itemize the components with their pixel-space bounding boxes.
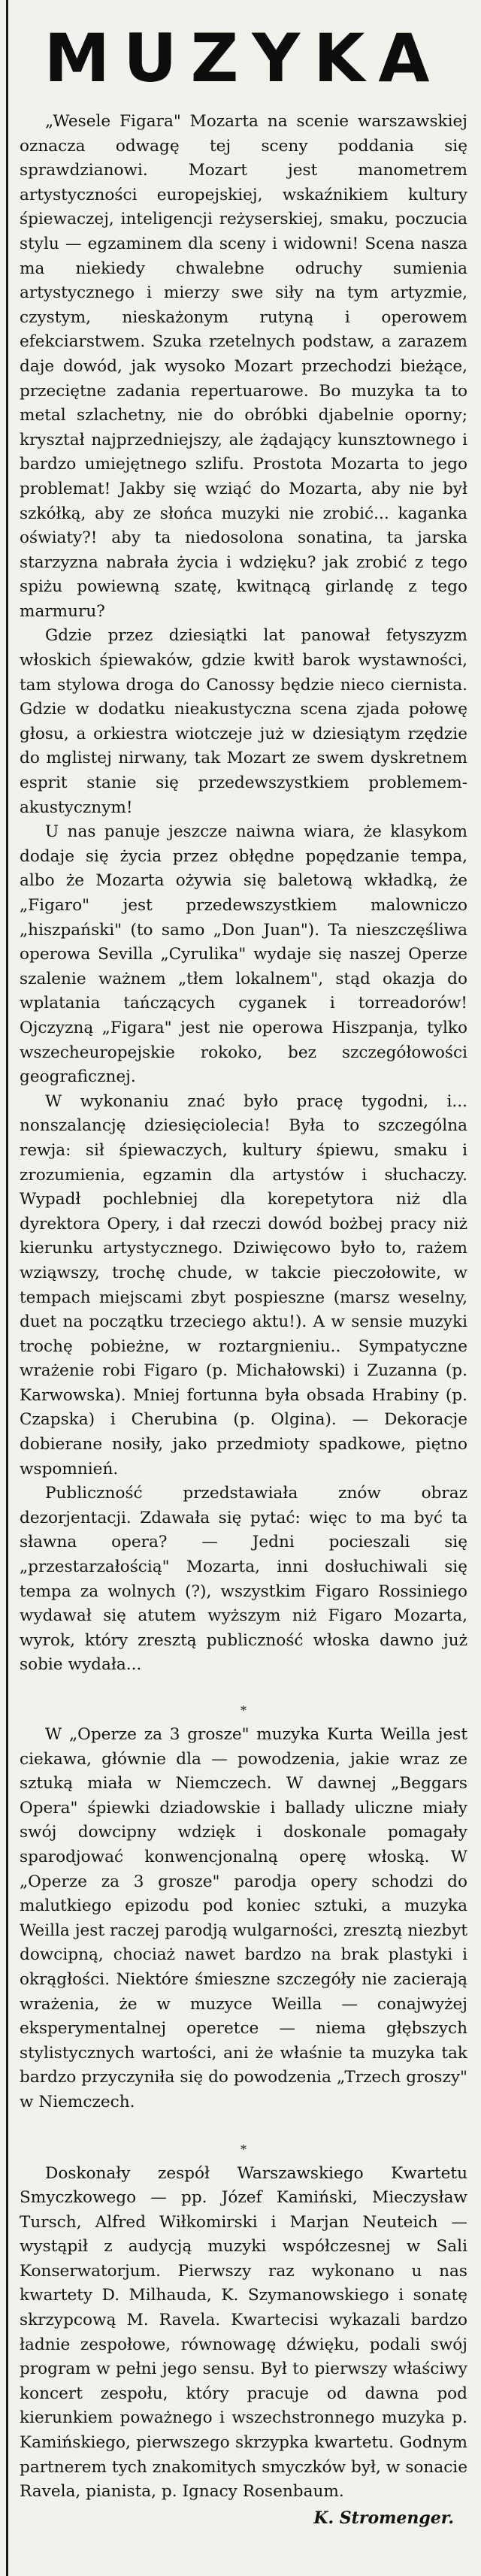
article-section-weill bbox=[20, 1723, 467, 2115]
paragraph: Gdzie przez dziesiątki lat panował fetyszyzm włoskich śpiewaków, gdzie kwitł barok wystawności, tam stylowa droga do Canossy będzie nieco ciernista. Gdzie w dodatku nieakustyczna scena zjada połowę głosu, a orkiestra wiotczeje już w dziesiątym rzędzie do mglistej nirwany, tak Mozart ze swem dyskretnem esprit stanie się przedewszystkiem problemem-akustycznym! bbox=[20, 626, 467, 817]
paragraph: „Wesele Figara" Mozarta na scenie warszawskiej oznacza odwagę tej sceny poddania się sprawdzianowi. Mozart jest manometrem artystyczności europejskiej, wskaźnikiem kultury śpiewaczej, inteligencji reżyserskiej, smaku, poczucia stylu — egzaminem dla sceny i widowni! Scena nasza ma niekiedy chwalebne odruchy sumienia artystycznego i mierzy swe siły na tym artyzmie, czystym, nieskażonym rutyną i operowem efekciarstwem. Szuka rzetelnych podstaw, a zarazem daje dowód, jak wysoko Mozart przechodzi bieżące, przeciętne zadania repertuarowe. Bo muzyka ta to metal szlachetny, nie do obróbki djabelnie oporny; kryształ najprzedniejszy, ale żądający kunsztownego i bardzo umiejętnego szlifu. Prostota Mozarta to jego problemat! Jakby się wziąć do Mozarta, aby nie był szkółką, aby ze słońca muzyki nie zrobić... kaganka oświaty?! aby ta niedosolona sonatina, ta jarska starzyzna nabrała życia i wdzięku? jak zrobić z tego spiżu powiewną szatę, kwitnącą girlandę z tego marmuru? bbox=[20, 112, 467, 621]
author-signature: K. Stromenger. bbox=[313, 2508, 454, 2528]
left-column-rule bbox=[6, 0, 8, 2576]
paragraph: W „Operze za 3 grosze" muzyka Kurta Weilla jest ciekawa, głównie dla — powodzenia, jakie wraz ze sztuką miała w Niemczech. W dawnej „Beggars Opera" śpiewki dziadowskie i ballady uliczne miały swój dowcipny wdzięk i doskonale pomagały sparodjować konwencjonalną operę włoską. W „Operze za 3 grosze" parodja opery schodzi do malutkiego epizodu pod koniec sztuki, a muzyka Weilla jest raczej parodją wulgarności, zresztą niezbyt dowcipną, chociaż nawet bardzo na brak plastyki i okrągłości. Niektóre śmieszne szczegóły nie zacierają wrażenia, że w muzyce Weilla — conajwyżej eksperymentalnej operetce — niema głębszych stylistycznych wartości, ani że właśnie ta muzyka tak bardzo przyczyniła się do powodzenia „Trzech groszy" w Niemczech. bbox=[20, 1725, 467, 2111]
article-column bbox=[20, 0, 467, 2530]
paragraph: U nas panuje jeszcze naiwna wiara, że klasykom dodaje się życia przez obłędne popędzanie tempa, albo że Mozarta ożywia się baletową wkładką, że „Figaro" jest przedewszystkiem malowniczo „hiszpański" (to samo „Don Juan"). Ta nieszczęśliwa operowa Sevilla „Cyrulika" wydaje się naszej Operze szalenie ważnem „tłem lokalnem", stąd okazja do wplatania tańczących cyganek i torreadorów! Ojczyzną „Figara" jest nie operowa Hiszpanja, tylko wszecheuropejskie rokoko, bez szczegółowości geograficznej. bbox=[20, 822, 467, 1087]
section-separator-star: * bbox=[240, 1703, 247, 1718]
article-section-quartet bbox=[20, 2162, 467, 2505]
section-title: MUZYKA bbox=[44, 20, 443, 97]
section-separator-star: * bbox=[240, 2142, 247, 2157]
paragraph: Publiczność przedstawiała znów obraz dezorjentacji. Zdawała się pytać: więc to ma być ta sławna opera? — Jedni pocieszali się „przestarzałością" Mozarta, inni dosłuchiwali się tempa za wolnych (?), wszystkim Figaro Rossiniego wydawał się atutem wyższym niż Figaro Mozarta, wyrok, który zresztą publiczność włoska dawno już sobie wydała... bbox=[20, 1484, 467, 1675]
article-section-figaro bbox=[20, 110, 467, 1678]
paragraph: Doskonały zespół Warszawskiego Kwartetu Smyczkowego — pp. Józef Kamiński, Mieczysław Tursch, Alfred Wiłkomirski i Marjan Neuteich — wystąpił z audycją muzyki współczesnej w Sali Konserwatorjum. Pierwszy raz wykonano u nas kwartety D. Milhauda, K. Szymanowskiego i sonatę skrzypcową M. Ravela. Kwartecisi wykazali bardzo ładnie zespołowe, równowagę dźwięku, podali swój program w pełni jego sensu. Był to pierwszy właściwy koncert zespołu, który pracuje od dawna pod kierunkiem poważnego i wszechstronnego muzyka p. Kamińskiego, pierwszego skrzypka kwartetu. Godnym partnerem tych znakomitych smyczków był, w sonacie Ravela, pianista, p. Ignacy Rosenbaum. bbox=[20, 2163, 467, 2502]
paragraph: W wykonaniu znać było pracę tygodni, i... nonszalancję dziesięciolecia! Była to szczególna rewja: sił śpiewaczych, kultury śpiewu, smaku i zrozumienia, egzamin dla artystów i słuchaczy. Wypadł pochlebniej dla korepetytora niż dla dyrektora Opery, i dał rzeczi dowód bożbej pracy niż kierunku artystycznego. Dziwięcowo było to, rażem wziąwszy, trochę chude, w takcie pieczołowite, w tempach miejscami zbyt pospieszne (marsz weselny, duet na początku trzeciego aktu!). A w sensie muzyki trochę pobieżne, w roztargnieniu.. Sympatyczne wrażenie robi Figaro (p. Michałowski) i Zuzanna (p. Karwowska). Mniej fortunna była obsada Hrabiny (p. Czapska) i Cherubina (p. Olgina). — Dekoracje dobierane nosiły, jako przedmioty spadkowe, piętno wspomnień. bbox=[20, 1091, 467, 1479]
